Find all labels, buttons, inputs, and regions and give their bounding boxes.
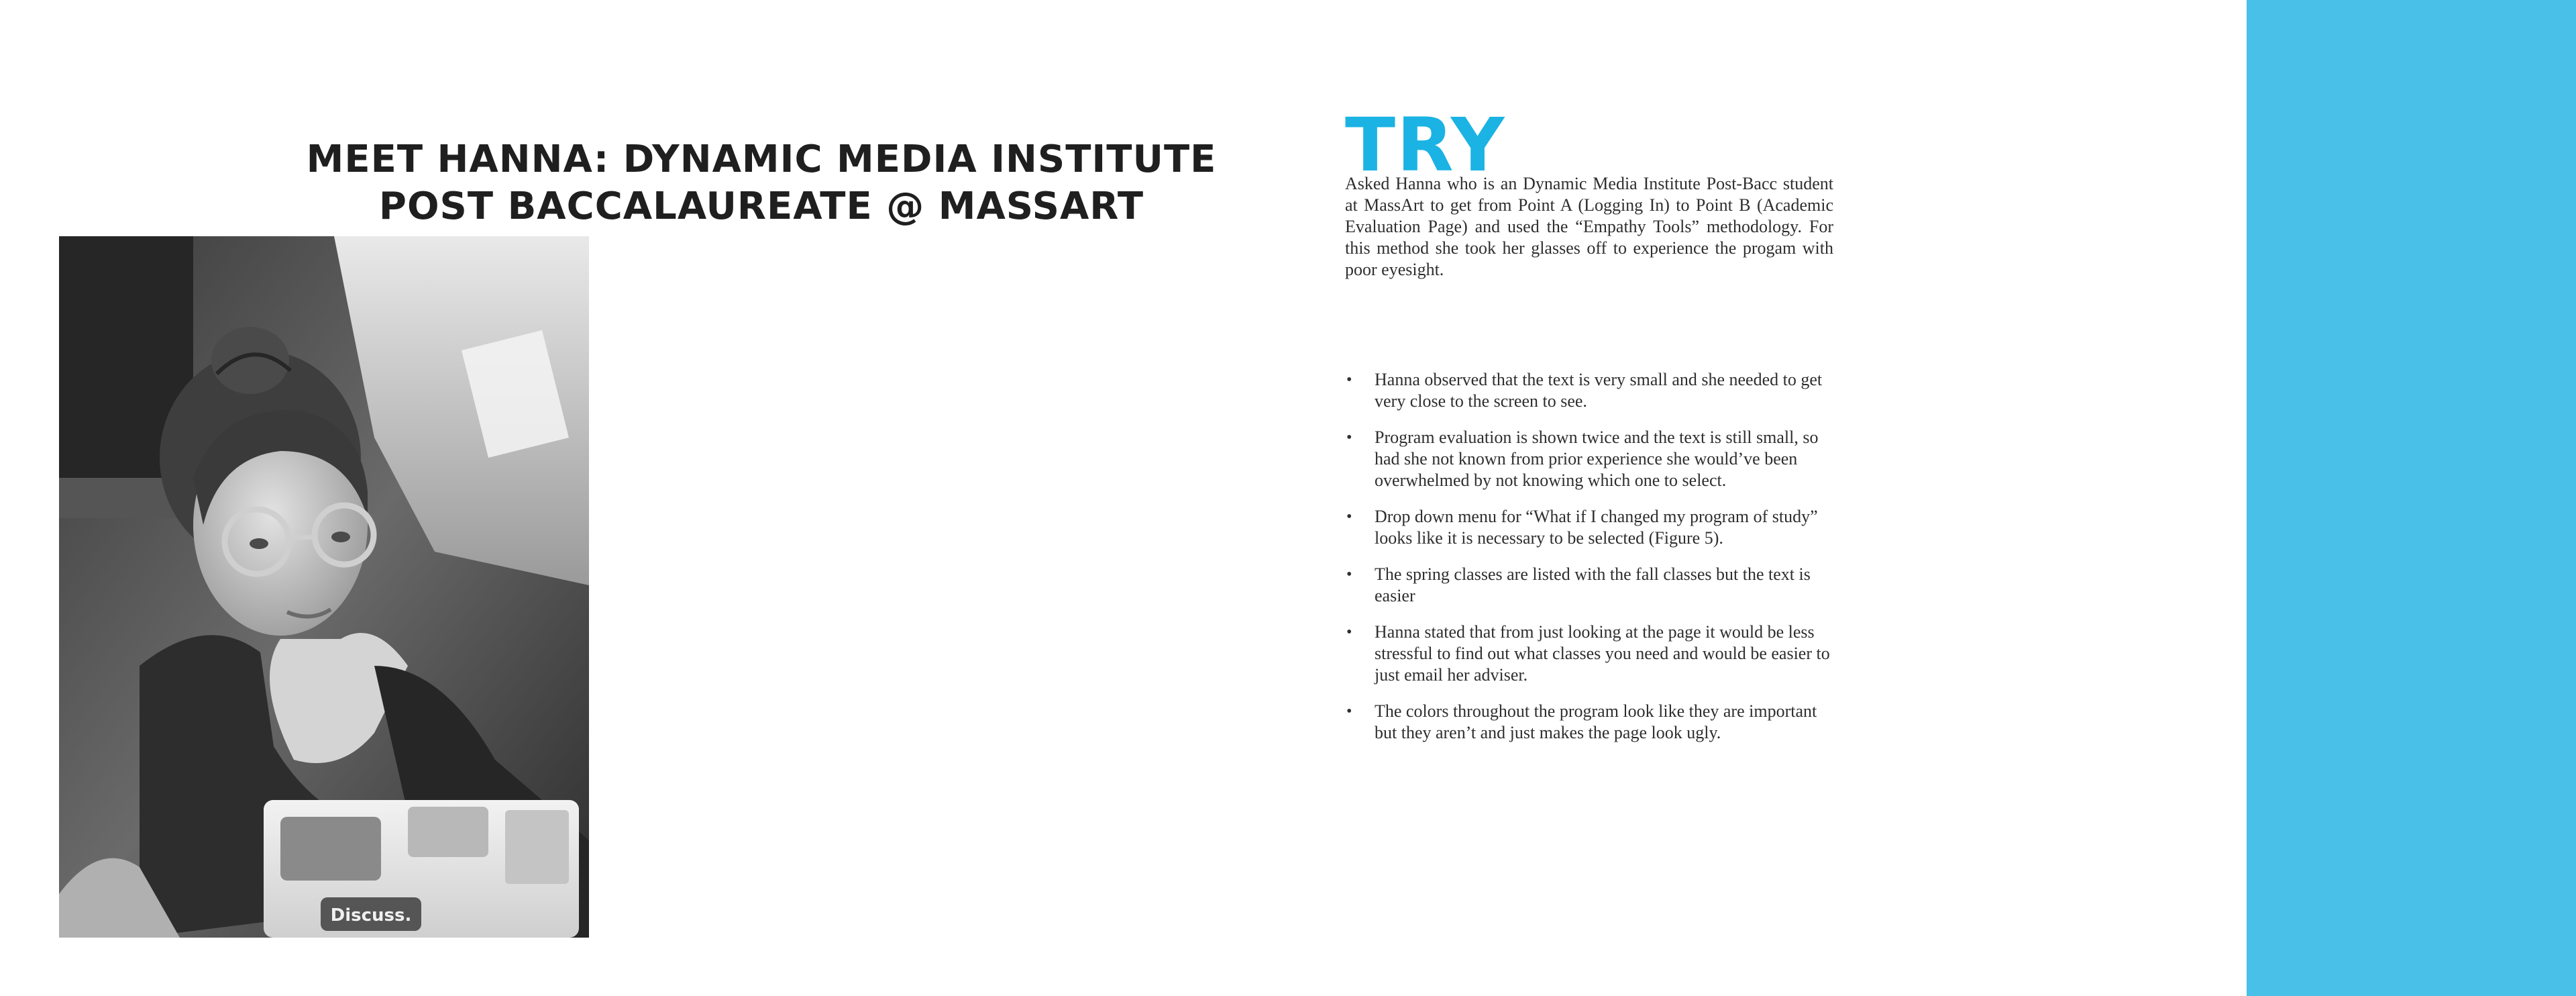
portrait-photo (59, 236, 589, 938)
laptop-sticker-text: Discuss. (330, 905, 412, 926)
finding-item-5 (1345, 621, 1841, 686)
bullet-icon: • (1346, 508, 1352, 526)
bullet-icon: • (1346, 624, 1352, 641)
finding-item-6 (1345, 701, 1841, 744)
section-heading: TRY (1345, 102, 1506, 189)
findings-list (1345, 369, 1841, 758)
finding-item-1 (1345, 369, 1841, 412)
finding-item-4 (1345, 564, 1841, 607)
bullet-icon: • (1346, 371, 1352, 389)
page-title-line-1: MEET HANNA: DYNAMIC MEDIA INSTITUTE (306, 137, 1217, 181)
finding-text: Program evaluation is shown twice and the text is still small, so had she not known from prior experience she would’ve been overwhelmed by not knowing which one to select. (1375, 428, 1819, 490)
finding-text: Hanna observed that the text is very small and she needed to get very close to the screen to see. (1375, 370, 1823, 411)
portrait-illustration (59, 236, 589, 938)
page-title-line-2: POST BACCALAUREATE @ MASSART (378, 184, 1144, 228)
bullet-icon: • (1346, 703, 1352, 720)
finding-text: Drop down menu for “What if I changed my program of study” looks like it is necessary to be selected (Figure 5). (1375, 507, 1818, 548)
finding-text: The spring classes are listed with the fall classes but the text is easier (1375, 564, 1811, 605)
finding-item-3 (1345, 506, 1841, 549)
page-title (268, 136, 1254, 230)
accent-color-band (2247, 0, 2576, 996)
finding-text: Hanna stated that from just looking at the page it would be less stressful to find out what classes you need and would be easier to just email her adviser. (1375, 622, 1830, 685)
intro-paragraph: Asked Hanna who is an Dynamic Media Institute Post-Bacc student at MassArt to get from Point A (Logging In) to Point B (Academic Evaluation Page) and used the “Empathy Tools” methodology. For this method she took her glasses off to experience the progam with poor eyesight. (1345, 174, 1833, 279)
finding-text: The colors throughout the program look like they are important but they aren’t and just makes the page look ugly. (1375, 701, 1817, 742)
finding-item-2 (1345, 427, 1841, 491)
bullet-icon: • (1346, 566, 1352, 583)
bullet-icon: • (1346, 429, 1352, 446)
